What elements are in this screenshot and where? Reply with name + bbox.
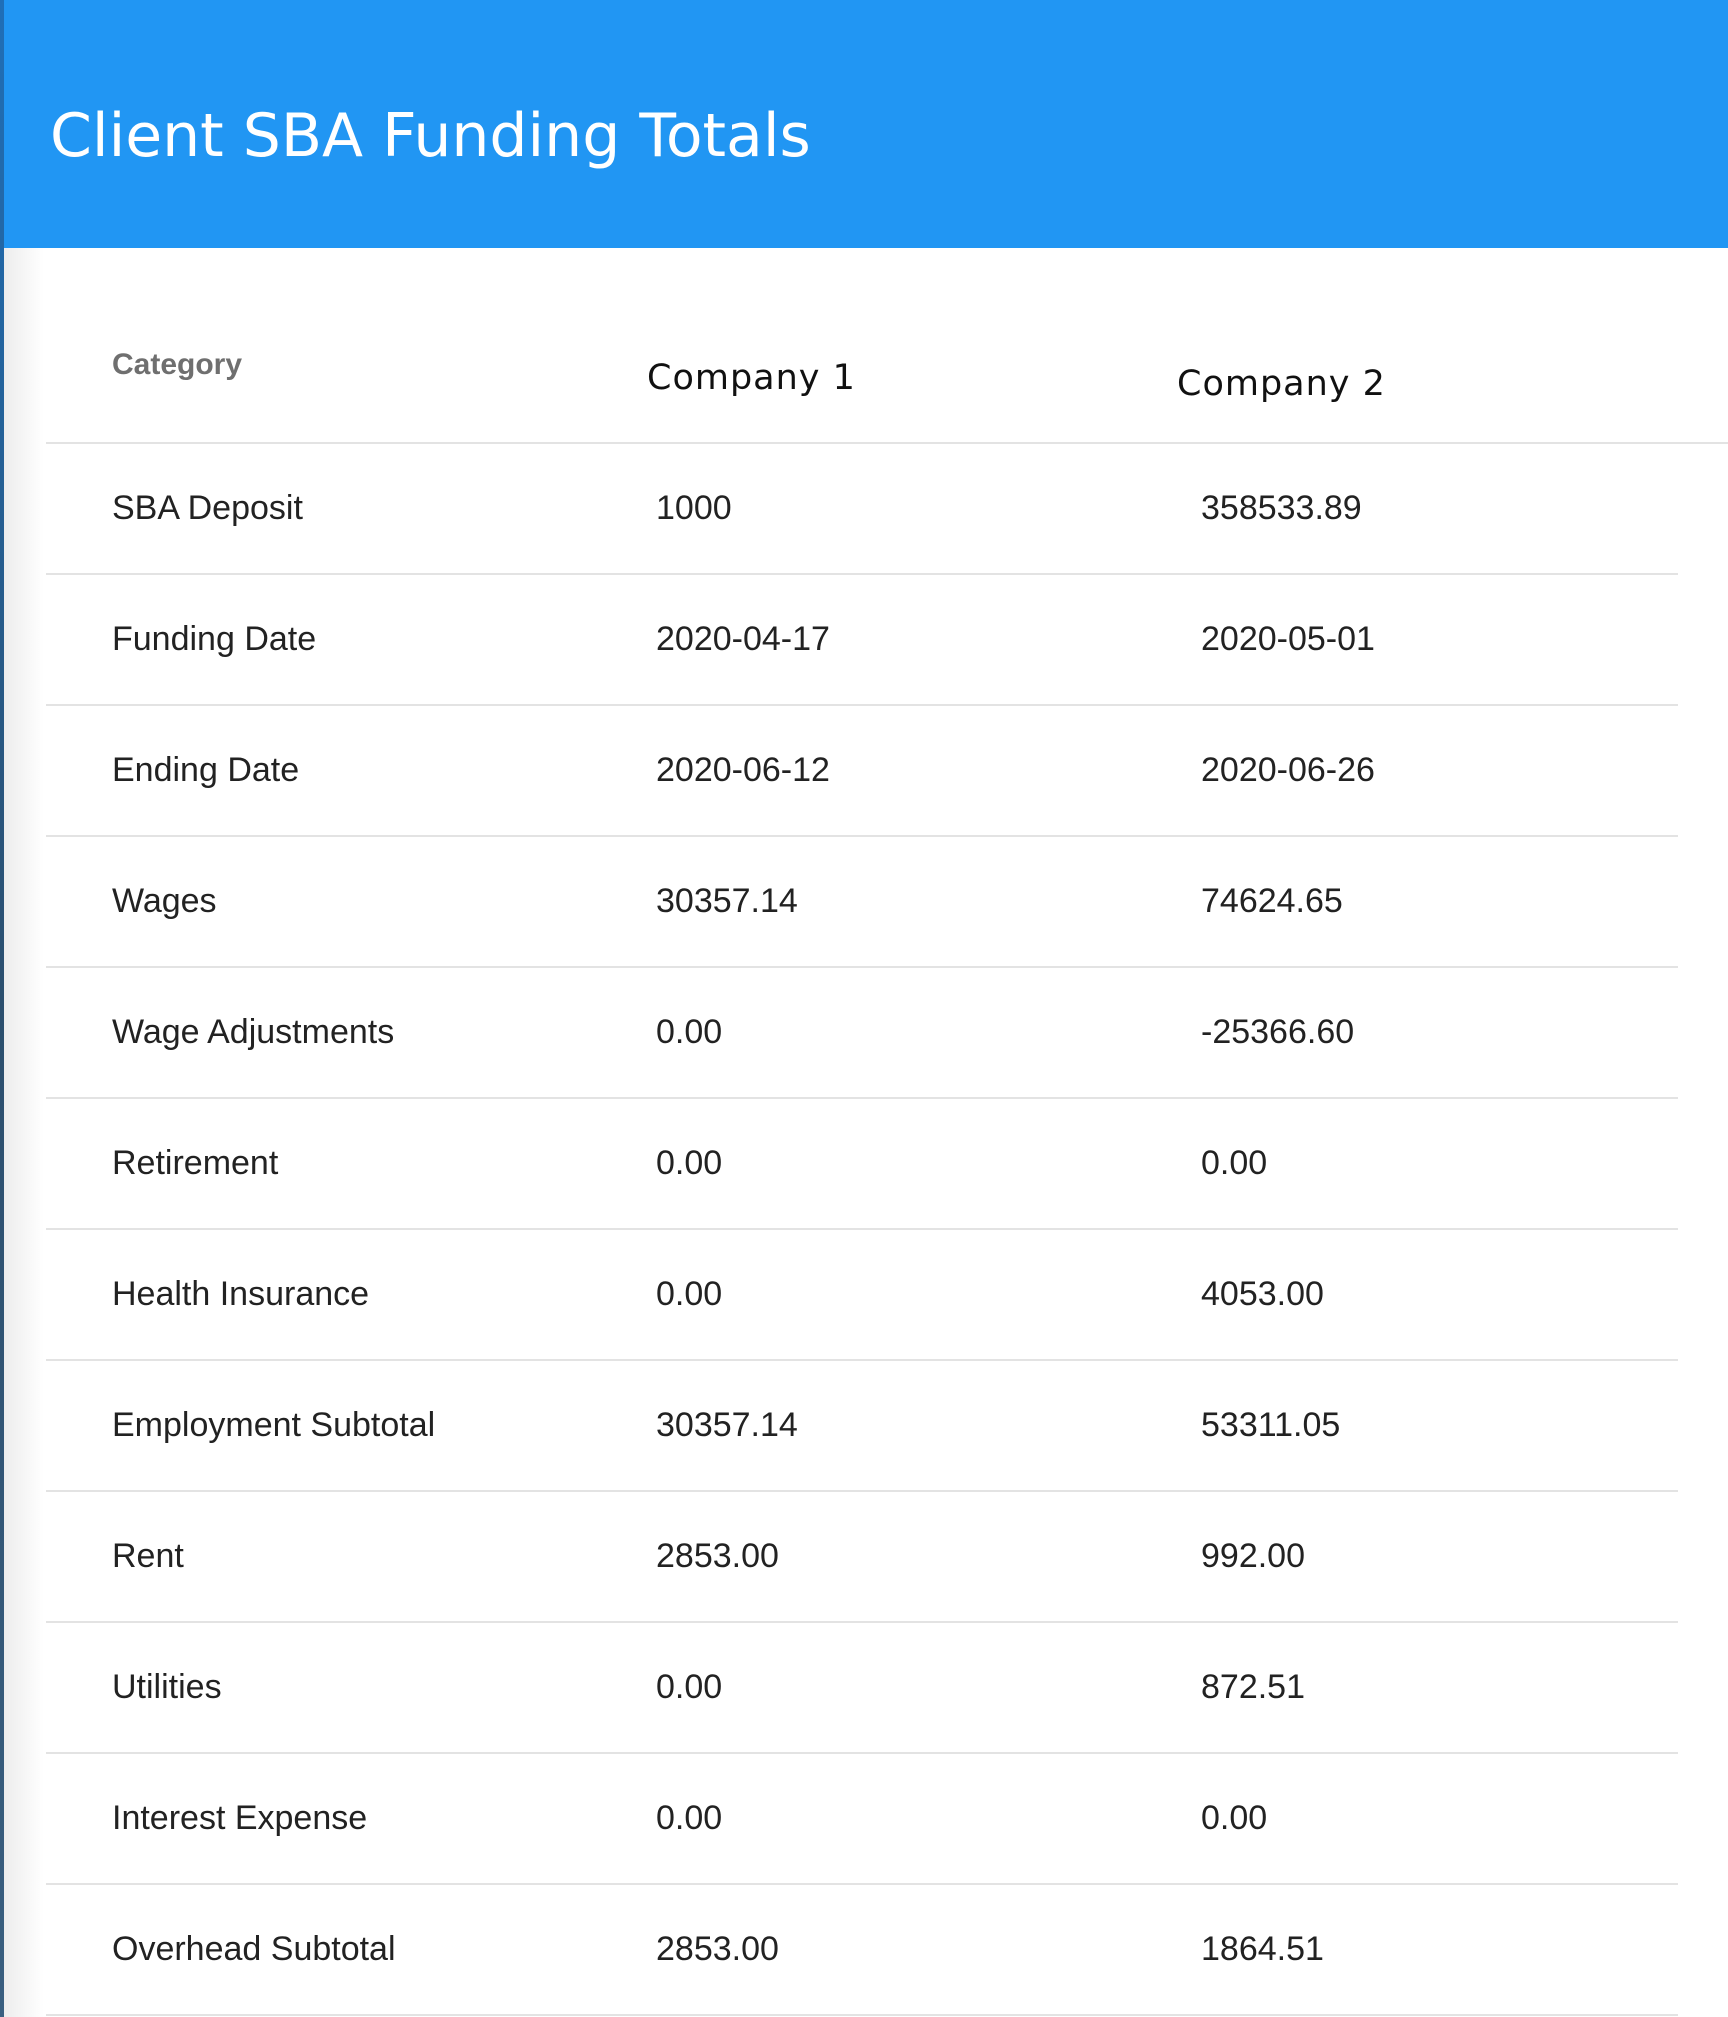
table-row xyxy=(46,1230,1678,1361)
column-header-company-2: Company 2 xyxy=(1177,364,1386,404)
cell-company-2: 2020-06-26 xyxy=(1201,751,1375,789)
cell-company-2: -25366.60 xyxy=(1201,1013,1355,1051)
table-row xyxy=(46,837,1678,968)
column-header-category: Category xyxy=(112,348,243,381)
cell-company-1: 2853.00 xyxy=(656,1930,779,1968)
table-row xyxy=(46,1492,1678,1623)
table-header-row xyxy=(46,248,1728,444)
cell-company-1: 30357.14 xyxy=(656,1406,798,1444)
page-title: Client SBA Funding Totals xyxy=(50,101,811,171)
table-row xyxy=(46,706,1678,837)
table-row xyxy=(46,444,1678,575)
table-row xyxy=(46,1754,1678,1885)
cell-company-1: 1000 xyxy=(656,489,732,527)
cell-category: Overhead Subtotal xyxy=(112,1930,396,1968)
cell-company-1: 0.00 xyxy=(656,1799,723,1837)
table-row xyxy=(46,1099,1678,1230)
cell-category: Wages xyxy=(112,882,217,920)
left-shadow xyxy=(4,248,44,2017)
cell-category: Ending Date xyxy=(112,751,300,789)
cell-category: Rent xyxy=(112,1537,184,1575)
cell-company-1: 0.00 xyxy=(656,1144,723,1182)
column-header-company-1: Company 1 xyxy=(647,358,856,398)
cell-company-1: 0.00 xyxy=(656,1668,723,1706)
table-row xyxy=(46,575,1678,706)
cell-company-1: 2020-06-12 xyxy=(656,751,830,789)
table-row xyxy=(46,1361,1678,1492)
cell-category: SBA Deposit xyxy=(112,489,303,527)
cell-category: Interest Expense xyxy=(112,1799,368,1837)
cell-company-2: 358533.89 xyxy=(1201,489,1362,527)
table-row xyxy=(46,968,1678,1099)
cell-company-2: 992.00 xyxy=(1201,1537,1305,1575)
cell-company-1: 2020-04-17 xyxy=(656,620,830,658)
cell-category: Wage Adjustments xyxy=(112,1013,395,1051)
cell-category: Health Insurance xyxy=(112,1275,370,1313)
cell-company-2: 74624.65 xyxy=(1201,882,1343,920)
cell-company-1: 2853.00 xyxy=(656,1537,779,1575)
cell-category: Retirement xyxy=(112,1144,279,1182)
cell-company-1: 30357.14 xyxy=(656,882,798,920)
cell-category: Funding Date xyxy=(112,620,317,658)
cell-company-2: 0.00 xyxy=(1201,1799,1268,1837)
cell-company-2: 53311.05 xyxy=(1201,1406,1341,1444)
cell-company-2: 872.51 xyxy=(1201,1668,1305,1706)
cell-company-1: 0.00 xyxy=(656,1013,723,1051)
page-header xyxy=(4,0,1728,248)
table-row xyxy=(46,1623,1678,1754)
cell-company-2: 0.00 xyxy=(1201,1144,1268,1182)
cell-company-2: 1864.51 xyxy=(1201,1930,1324,1968)
cell-category: Employment Subtotal xyxy=(112,1406,436,1444)
funding-table xyxy=(46,248,1678,2016)
cell-company-1: 0.00 xyxy=(656,1275,723,1313)
table-row xyxy=(46,1885,1678,2016)
cell-company-2: 4053.00 xyxy=(1201,1275,1324,1313)
table-body xyxy=(46,444,1678,2016)
cell-company-2: 2020-05-01 xyxy=(1201,620,1375,658)
cell-category: Utilities xyxy=(112,1668,222,1706)
